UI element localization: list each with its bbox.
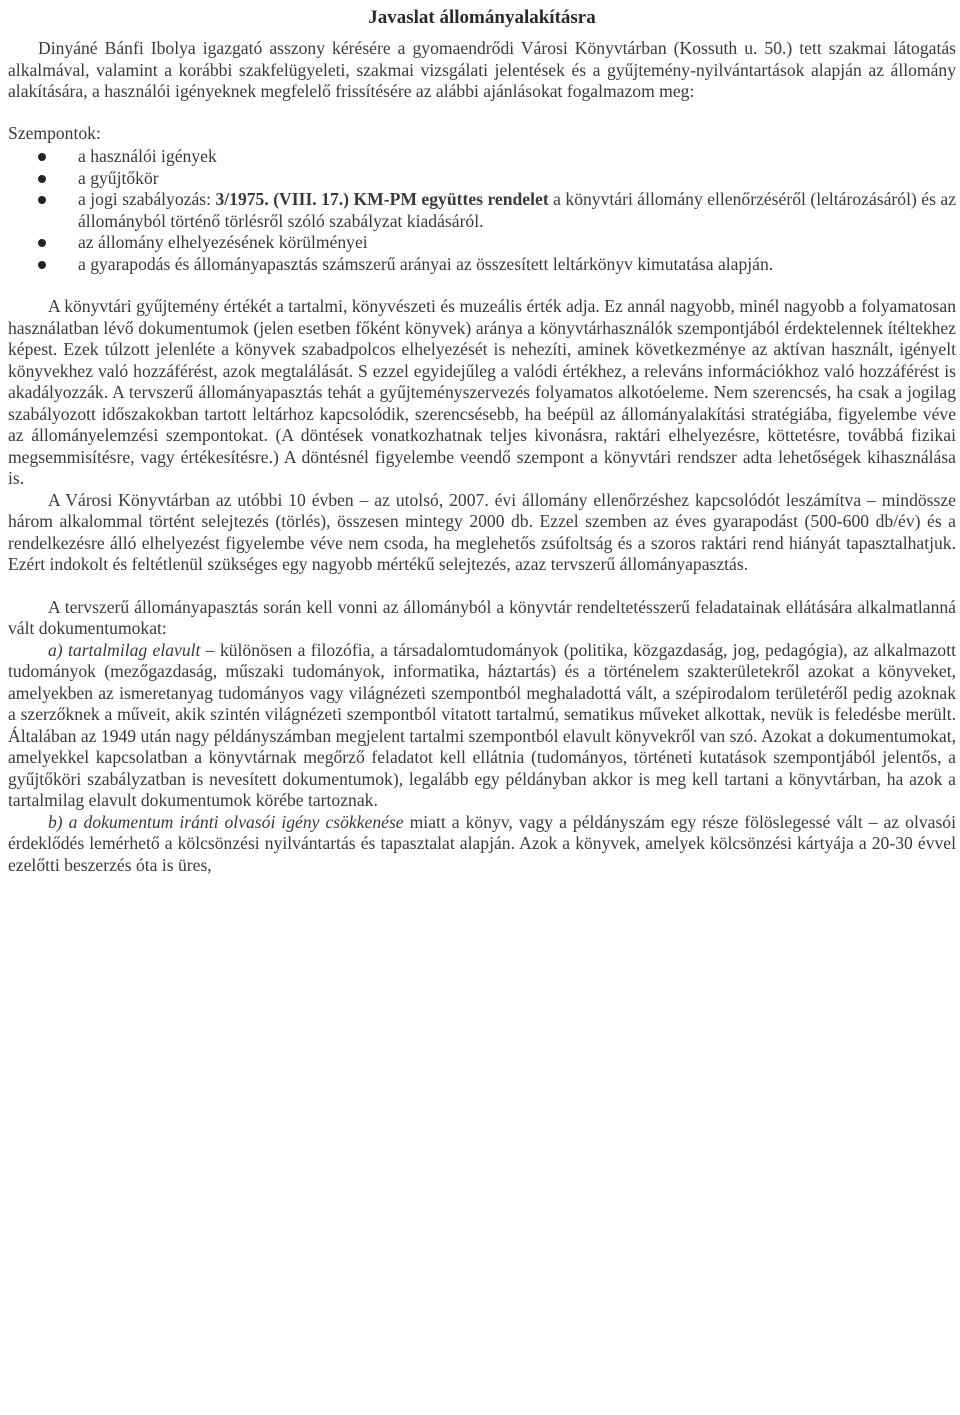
criteria-item: a gyűjtőkör (8, 168, 956, 190)
body-paragraph: A könyvtári gyűjtemény értékét a tartalmi, könyvészeti és muzeális érték adja. Ez annál nagyobb, minél nagyobb a folyamatosan használatban lévő dokumentumok (jelen esetben főként könyvek) aránya a könyvtárhasználók szempontjából érdektelennek ítéltekhez képest. Ezek túlzott jelenléte a könyvek szabadpolcos elhelyezését is nehezíti, aminek következménye az aktívan használt, igényelt könyvekhez való hozzáférést, azok megtalálását. S ezzel egyidejűleg a valódi értékhez, a releváns információkhoz való hozzáférést is akadályozzák. A tervszerű állományapasztás tehát a gyűjteményszervezés folyamatos alkotóeleme. Nem szerencsés, ha csak a jogilag szabályozott időszakokban tartott leltárhoz kapcsolódik, szerencsésebb, ha beépül az állományalakítási stratégiába, figyelembe véve az állományelemzési szempontokat. (A döntések vonatkozhatnak teljes kivonásra, raktári elhelyezésre, köttetésre, továbbá fizikai megsemmisítésre, vagy értékesítésre.) A döntésnél figyelembe veendő szempont a könyvtári rendszer adta lehetőségek kihasználása is. (8, 296, 956, 488)
criteria-item: a gyarapodás és állományapasztás számszerű arányai az összesített leltárkönyv kimutatása alapján. (8, 254, 956, 276)
intro-paragraph: Dinyáné Bánfi Ibolya igazgató asszony kérésére a gyomaendrődi Városi Könyvtárban (Kossuth u. 50.) tett szakmai látogatás alkalmával, valamint a korábbi szakfelügyeleti, szakmai vizsgálati jelentések és a gyűjtemény-nyilvántartások alapján az állomány alakítására, a használói igényeknek megfelelő frissítésére az alábbi ajánlásokat fogalmazom meg: (8, 38, 956, 101)
item-text: – különösen a filozófia, a társadalomtudományok (politika, közgazdaság, jog, pedagógia), az alkalmazott tudományok (mezőgazdaság, műszaki tudományok, informatika, háztartás) és a történelem szakterületekről azokat a könyveket, amelyekben az ismeretanyag tudományos vagy világnézeti szempontból meghaladottá vált, a szépirodalom területéről pedig azoknak a szerzőknek a műveit, akik szintén világnézeti szempontból vitatott tartalmú, sematikus műveket alkottak, nevük is feledésbe merült. Általában az 1949 után nagy példányszámban megjelent tartalmi szempontból elavult könyvekről van szó. Azokat a dokumentumokat, amelyekkel kapcsolatban a könyvtárnak megőrző feladatot kell ellátnia (tudományos, történeti kutatások szempontjából jelentős, a gyűjtőköri szabályzatban is nevesített dokumentumok), legalább egy példányban akkor is meg kell tartani a könyvtárban, ha azok a tartalmilag elavult dokumentumok körébe tartoznak. (8, 639, 956, 810)
body-paragraph: A tervszerű állományapasztás során kell vonni az állományból a könyvtár rendeltetésszerű feladatainak ellátására alkalmatlanná vált dokumentumokat: (8, 596, 956, 638)
list-item-a (8, 640, 956, 812)
criteria-list (8, 146, 956, 275)
body-paragraph: A Városi Könyvtárban az utóbbi 10 évben – az utolsó, 2007. évi állomány ellenőrzéshez kapcsolódót leszámítva – mindössze három alkalommal történt selejtezés (törlés), összesen mintegy 2000 db. Ezzel szemben az éves gyarapodást (500-600 db/év) és a rendelkezésre álló elhelyezést figyelembe véve nem csoda, ha meglehetős zsúfoltság és a szoros raktári rend hiányát tapasztalhatjuk. Ezért indokolt és feltétlenül szükséges egy nagyobb mértékű selejtezés, azaz tervszerű állományapasztás. (8, 489, 956, 574)
item-label: a) tartalmilag elavult (48, 639, 201, 660)
item-label: b) a dokumentum iránti olvasói igény csökkenése (48, 811, 404, 832)
page-title: Javaslat állományalakításra (368, 7, 596, 28)
item-text: miatt a könyv, vagy a példányszám egy része fölöslegessé vált – az olvasói érdeklődés lemérhető a kölcsönzési nyilvántartás és tapasztalat alapján. Azok a könyvek, amelyek kölcsönzési kártyája a 20-30 évvel ezelőtti beszerzés óta is üres, (8, 811, 956, 875)
criteria-text: a jogi szabályozás: (78, 189, 216, 209)
regulation-reference: 3/1975. (VIII. 17.) KM-PM együttes rendelet (215, 189, 549, 209)
criteria-item: a használói igények (8, 146, 956, 168)
criteria-heading: Szempontok: (8, 122, 101, 143)
criteria-item (8, 189, 956, 232)
list-item-b (8, 812, 956, 877)
criteria-item: az állomány elhelyezésének körülményei (8, 232, 956, 254)
criteria-text: a könyvtári állomány ellenőrzéséről (leltározásáról) és az állományból történő törlésről szóló szabályzat kiadásáról. (78, 189, 957, 231)
